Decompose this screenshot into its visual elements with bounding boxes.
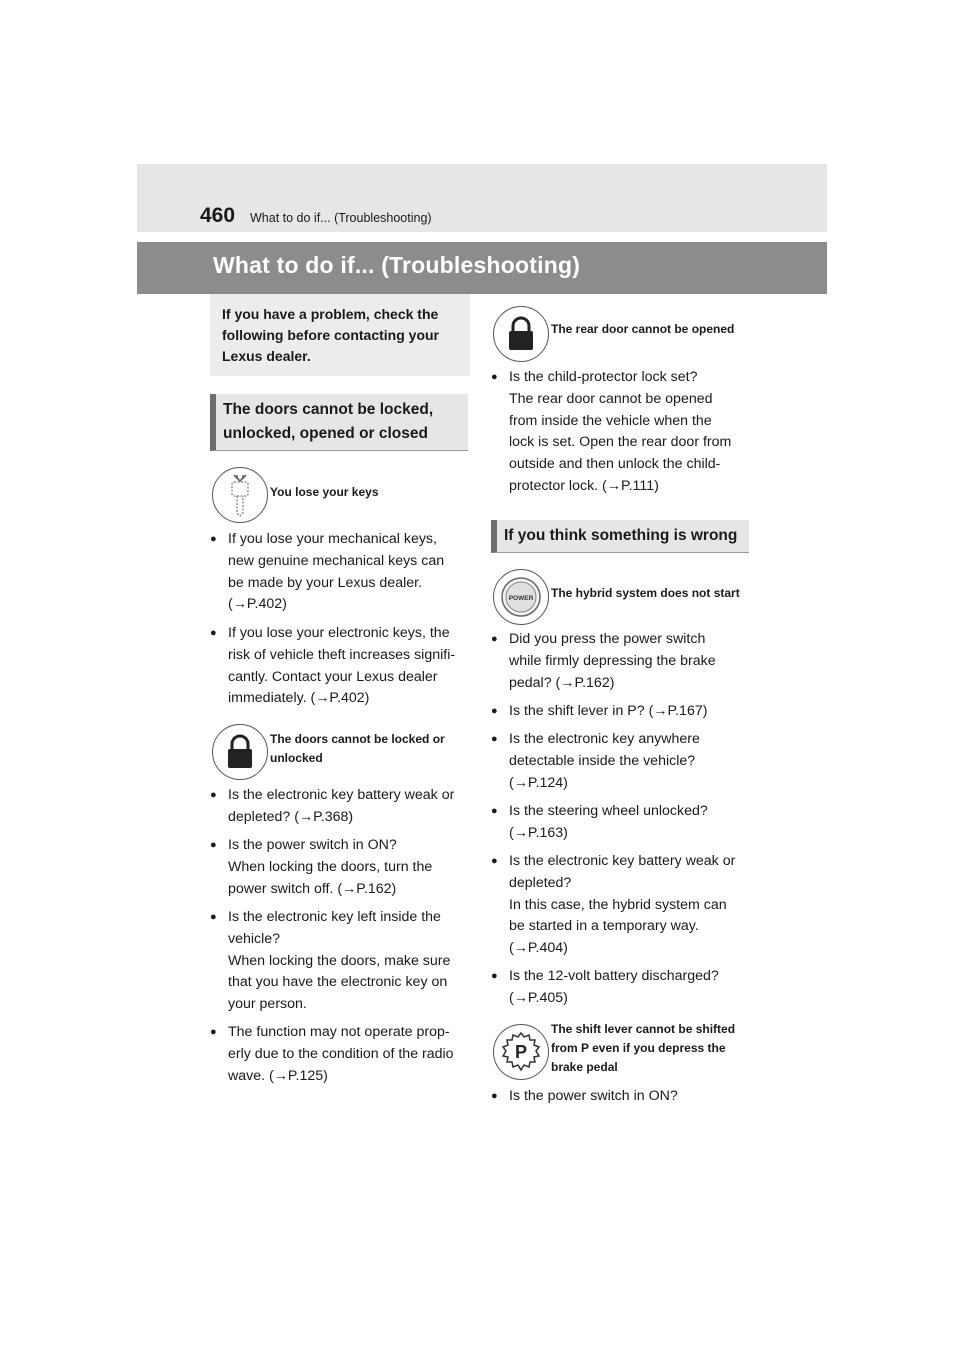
section-title-line: The doors cannot be locked,	[223, 401, 434, 418]
intro-line: If you have a problem, check the	[222, 306, 439, 322]
list-item: ● Is the power switch in ON?	[491, 1086, 678, 1108]
list-item: ● Is the shift lever in P? (→P.167)	[491, 701, 707, 723]
lock-icon	[493, 306, 549, 362]
svg-text:P: P	[514, 1042, 528, 1062]
section-title-line: unlocked, opened or closed	[223, 425, 428, 442]
list-item: ● Is the electronic key battery weak or depleted? In this case, the hybrid system can be started in a temporary way. (→P.404)	[491, 851, 735, 960]
section-something-wrong: If you think something is wrong	[491, 520, 749, 553]
list-item: ● Is the child-protector lock set? The rear door cannot be opened from inside the vehicle when the lock is set. Open the rear door from outside and then unlock the child- protector lock. (→P.111)	[491, 367, 731, 498]
list-item: ● Is the electronic key left inside the vehicle? When locking the doors, make sure that you have the electronic key on your person.	[210, 907, 450, 1016]
running-head: What to do if... (Troubleshooting)	[250, 211, 432, 225]
sub-label-hybrid: The hybrid system does not start	[551, 586, 740, 600]
power-icon-text: POWER	[508, 595, 534, 602]
page-number: 460	[200, 204, 236, 227]
list-item: ● Is the steering wheel unlocked? (→P.163)	[491, 801, 708, 845]
list-item: ● Is the electronic key battery weak or depleted? (→P.368)	[210, 785, 454, 829]
list-item: ● If you lose your mechanical keys, new genuine mechanical keys can be made by your Lexus dealer. (→P.402)	[210, 529, 444, 616]
list-item: ● Is the power switch in ON? When locking the doors, turn the power switch off. (→P.162)	[210, 835, 432, 900]
list-item: ● The function may not operate prop- erly due to the condition of the radio wave. (→P.125)	[210, 1022, 454, 1087]
lock-icon	[212, 724, 268, 780]
key-icon	[212, 467, 268, 523]
header-band	[137, 164, 827, 232]
intro-line: Lexus dealer.	[222, 348, 311, 364]
section-doors	[210, 394, 468, 451]
sub-label-doors-locked: The doors cannot be locked or unlocked	[270, 732, 445, 765]
sub-label-rear-door: The rear door cannot be opened	[551, 322, 735, 336]
sub-label-shift-lever: The shift lever cannot be shifted from P even if you depress the brake pedal	[551, 1022, 736, 1074]
intro-line: following before contacting your	[222, 327, 439, 343]
intro-box	[210, 294, 470, 376]
sub-label-lost-keys: You lose your keys	[270, 485, 379, 499]
list-item: ● Did you press the power switch while firmly depressing the brake pedal? (→P.162)	[491, 629, 716, 694]
park-gear-icon	[493, 1024, 549, 1080]
power-button-icon	[493, 569, 549, 625]
list-item: ● Is the electronic key anywhere detectable inside the vehicle? (→P.124)	[491, 729, 700, 794]
list-item: ● If you lose your electronic keys, the risk of vehicle theft increases signifi- cantly. Contact your Lexus dealer immediately. (→P.402)	[210, 623, 455, 710]
list-item: ● Is the 12-volt battery discharged? (→P.405)	[491, 966, 719, 1010]
page-title: What to do if... (Troubleshooting)	[213, 252, 581, 278]
